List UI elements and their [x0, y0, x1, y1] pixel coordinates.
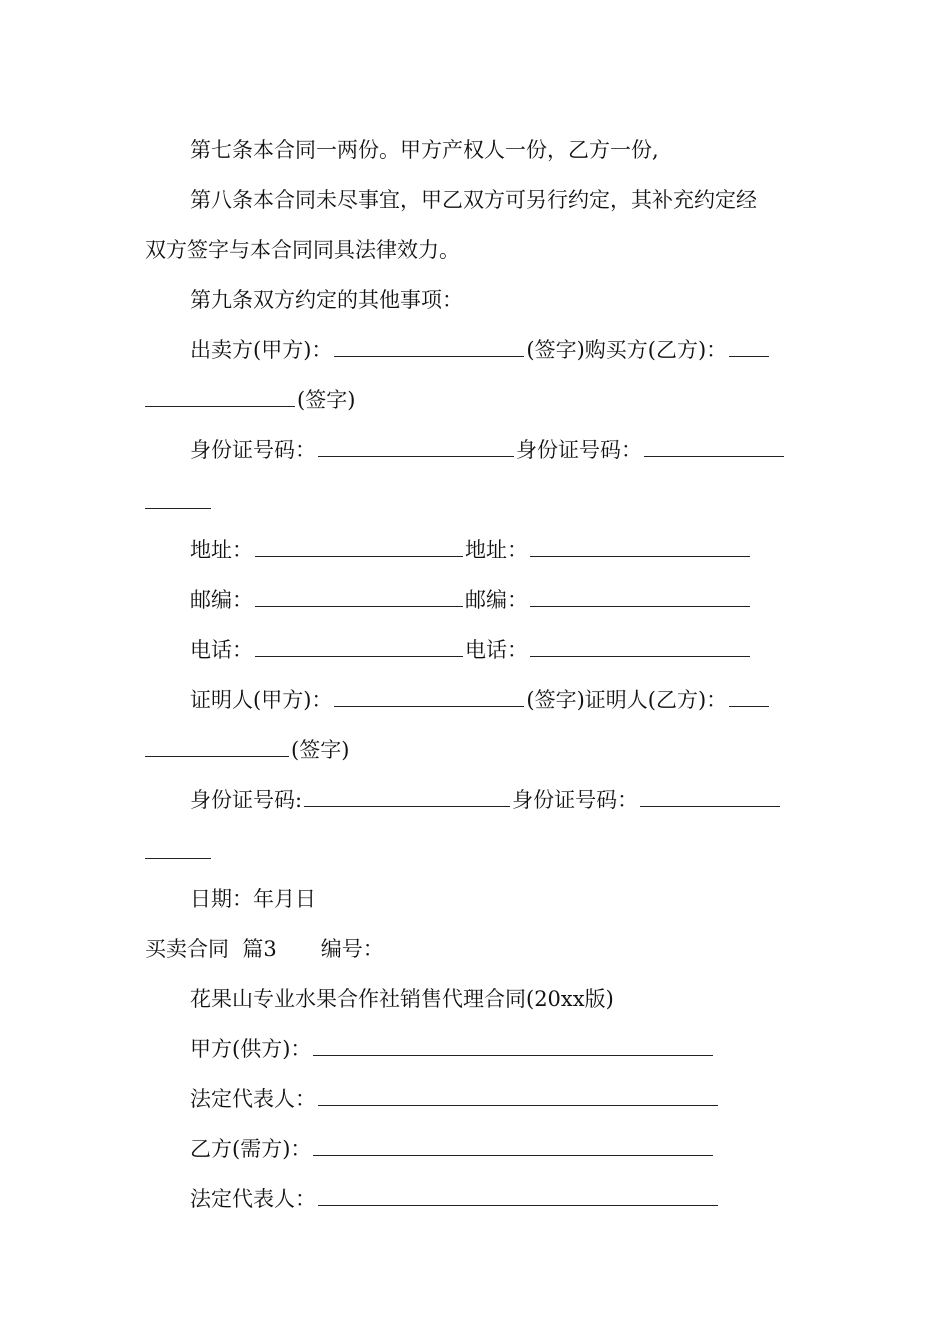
buyer-phone-blank[interactable] [530, 638, 750, 657]
buyer-address-label: 地址： [465, 538, 528, 562]
article-7: 第七条本合同一两份。甲方产权人一份，乙方一份, [190, 138, 659, 162]
contract-heading: 买卖合同 篇3 [145, 937, 277, 961]
witness-a-id-blank[interactable] [304, 788, 510, 807]
witness-b-id-blank-part-2[interactable] [145, 858, 211, 859]
party-b-row [190, 1135, 715, 1163]
seller-postcode-label: 邮编： [190, 588, 253, 612]
witness-b-signature-row [145, 736, 349, 764]
party-a-blank[interactable] [313, 1037, 713, 1056]
article-9: 第九条双方约定的其他事项： [190, 288, 463, 312]
witness-b-blank-part-2[interactable] [145, 738, 289, 757]
buyer-address-blank[interactable] [530, 538, 750, 557]
buyer-postcode-label: 邮编： [465, 588, 528, 612]
party-b-label: 乙方(需方)： [190, 1137, 312, 1161]
contract-title: 花果山专业水果合作社销售代理合同(20xx版) [190, 987, 614, 1011]
seller-label: 出卖方(甲方)： [190, 338, 333, 362]
party-a-label: 甲方(供方)： [190, 1037, 312, 1061]
buyer-sign-label: (签字) [297, 388, 356, 412]
witness-a-label: 证明人(甲方)： [190, 688, 333, 712]
address-row [190, 536, 752, 564]
article-8-line-2: 双方签字与本合同同具法律效力。 [145, 238, 460, 262]
witness-a-id-label: 身份证号码: [190, 788, 303, 812]
party-a-row [190, 1035, 715, 1063]
witness-b-sign-label: (签字) [291, 738, 350, 762]
buyer-signature-row [145, 386, 355, 414]
phone-row [190, 636, 752, 664]
buyer-phone-label: 电话： [465, 638, 528, 662]
witness-signature-row [190, 686, 771, 714]
party-b-blank[interactable] [313, 1137, 713, 1156]
seller-address-blank[interactable] [255, 538, 463, 557]
buyer-id-label: 身份证号码： [516, 438, 642, 462]
seller-address-label: 地址： [190, 538, 253, 562]
id-number-row-1 [190, 436, 786, 464]
contract-heading-row [145, 935, 384, 963]
date-line: 日期：年月日 [190, 887, 316, 911]
buyer-id-blank-part-2[interactable] [145, 508, 211, 509]
article-8-line-1: 第八条本合同未尽事宜，甲乙双方可另行约定，其补充约定经 [190, 188, 757, 212]
seller-blank[interactable] [334, 338, 524, 357]
party-b-legal-rep-blank[interactable] [318, 1187, 718, 1206]
seller-id-blank[interactable] [318, 438, 514, 457]
party-a-legal-rep-row [190, 1085, 720, 1113]
postcode-row [190, 586, 752, 614]
seller-phone-label: 电话： [190, 638, 253, 662]
party-a-legal-rep-blank[interactable] [318, 1087, 718, 1106]
seller-phone-blank[interactable] [255, 638, 463, 657]
seller-signature-row [190, 336, 771, 364]
sign-witness-b-label: (签字)证明人(乙方)： [526, 688, 728, 712]
sign-buyer-label: (签字)购买方(乙方)： [526, 338, 728, 362]
witness-b-id-blank-part-1[interactable] [640, 788, 780, 807]
witness-a-blank[interactable] [334, 688, 524, 707]
number-label: 编号： [320, 937, 384, 961]
party-a-legal-rep-label: 法定代表人： [190, 1087, 316, 1111]
witness-b-blank-part-1[interactable] [729, 688, 769, 707]
buyer-postcode-blank[interactable] [530, 588, 750, 607]
party-b-legal-rep-row [190, 1185, 720, 1213]
buyer-blank-part-2[interactable] [145, 388, 295, 407]
seller-id-label: 身份证号码： [190, 438, 316, 462]
buyer-id-blank-part-1[interactable] [644, 438, 784, 457]
buyer-blank-part-1[interactable] [729, 338, 769, 357]
witness-b-id-label: 身份证号码： [512, 788, 639, 812]
seller-postcode-blank[interactable] [255, 588, 463, 607]
party-b-legal-rep-label: 法定代表人： [190, 1187, 316, 1211]
id-number-row-2 [190, 786, 782, 814]
